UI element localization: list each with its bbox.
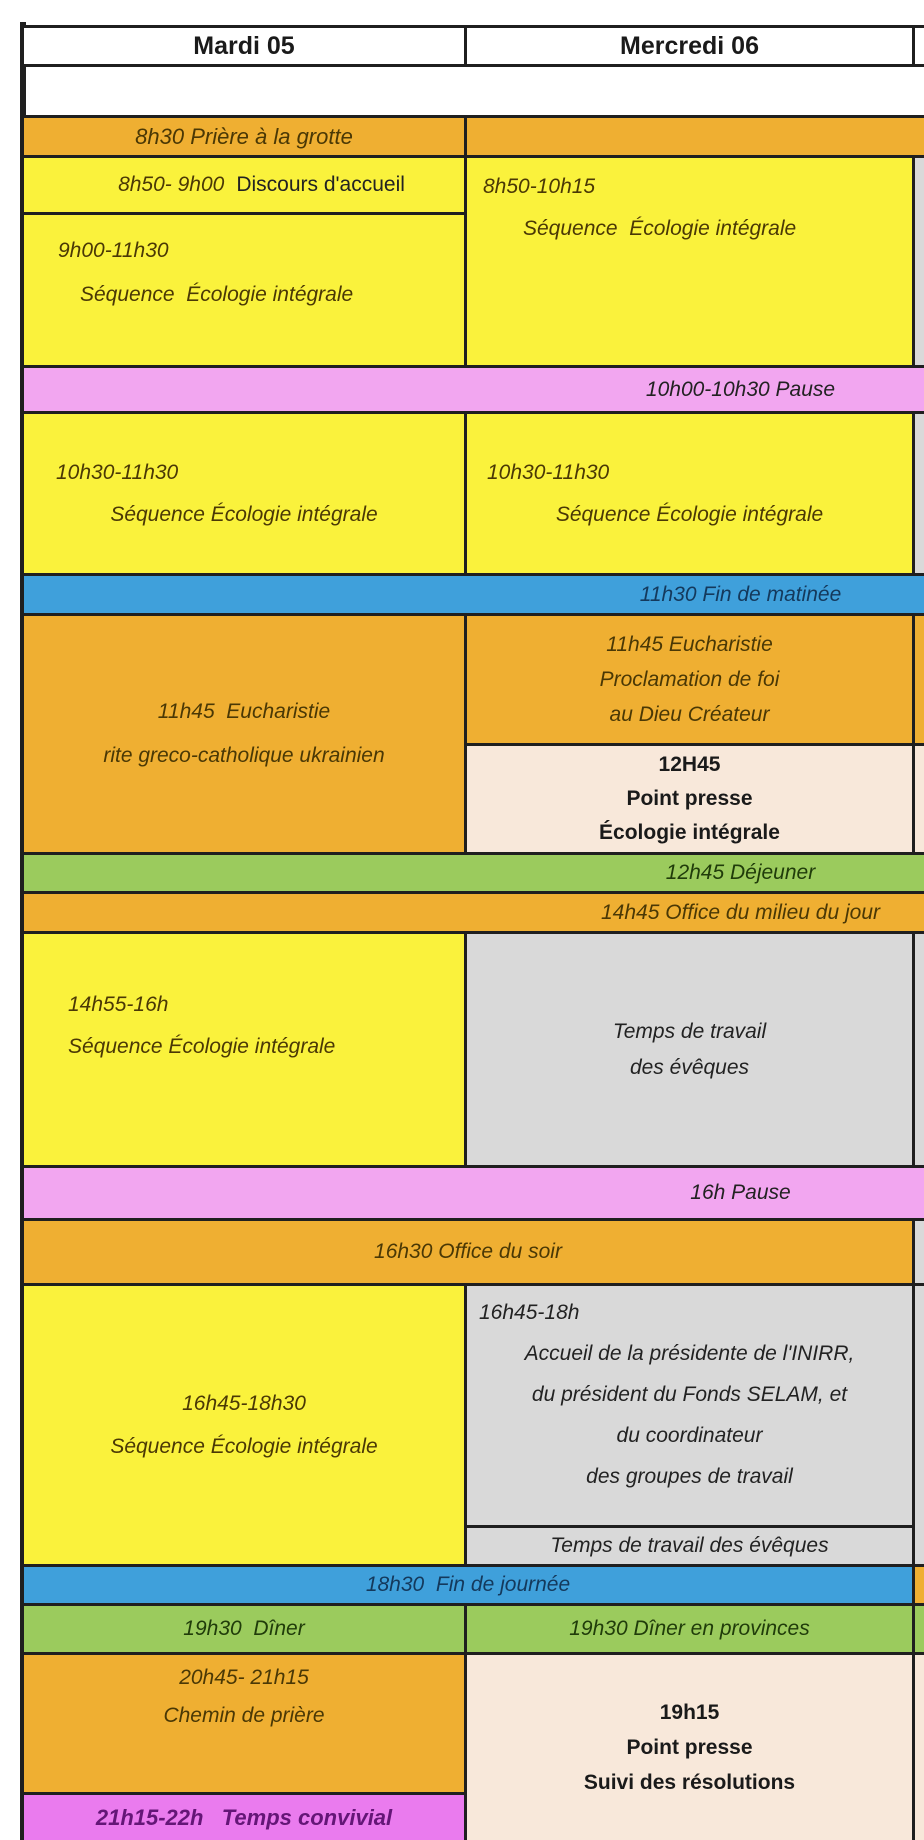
- event-line1: Temps de travail: [612, 1019, 767, 1043]
- event-title: Séquence Écologie intégrale: [110, 502, 378, 526]
- event-line3: Écologie intégrale: [599, 821, 780, 844]
- event-time: 16h45-18h30: [182, 1392, 306, 1415]
- event-time: 14h55-16h: [68, 993, 169, 1016]
- event-title: Discours d'accueil: [236, 173, 405, 196]
- header-cell-mardi: [21, 25, 467, 67]
- event-line2: des évêques: [629, 1055, 750, 1079]
- day3-cell-diner-clipped: [912, 1603, 924, 1655]
- event-time: 8h50-10h15: [483, 175, 596, 198]
- band-priere-label: 8h30 Prière à la grotte: [135, 123, 353, 149]
- band-priere-grotte: [21, 115, 467, 158]
- event-label: 19h30 Dîner en provinces: [569, 1617, 810, 1640]
- day-label-mardi: Mardi 05: [193, 32, 295, 60]
- event-mercredi-eucharistie: [464, 613, 915, 746]
- event-line1: 12H45: [658, 753, 721, 776]
- day3-cell-1830-clipped: [912, 1564, 924, 1606]
- event-mardi-diner: [21, 1603, 467, 1655]
- event-title: Séquence Écologie intégrale: [555, 502, 824, 526]
- band-office-soir: [21, 1218, 915, 1286]
- event-mercredi-sequence-1030: [464, 411, 915, 576]
- day3-cell-presse-clipped: [912, 743, 924, 855]
- band-pause-matin-label: 10h00-10h30 Pause: [645, 377, 836, 401]
- event-title: Séquence Écologie intégrale: [80, 283, 354, 306]
- event-line2: Point presse: [626, 1736, 753, 1759]
- event-mercredi-point-presse-1245: [464, 743, 915, 855]
- event-mardi-chemin-priere: [21, 1652, 467, 1795]
- event-line3: Suivi des résolutions: [583, 1771, 796, 1794]
- event-mardi-eucharistie: [21, 613, 467, 855]
- band-office-midi: [21, 891, 924, 934]
- event-time: 20h45- 21h15: [179, 1666, 309, 1689]
- day3-cell-1030-clipped: [912, 411, 924, 576]
- band-pause-16h: [21, 1165, 924, 1221]
- event-line1: Accueil de la présidente de l'INIRR,: [524, 1342, 855, 1365]
- event-label: Temps de travail des évêques: [550, 1534, 829, 1557]
- day3-cell-soir-clipped: [912, 1283, 924, 1567]
- event-line2: rite greco-catholique ukrainien: [103, 744, 385, 767]
- band-dejeuner-label: 12h45 Déjeuner: [665, 861, 816, 884]
- band-pause-16h-label: 16h Pause: [690, 1181, 791, 1204]
- event-mercredi-temps-travail: [464, 931, 915, 1168]
- band-office-midi-label: 14h45 Office du milieu du jour: [601, 901, 880, 924]
- event-mercredi-accueil-invites: [464, 1283, 915, 1528]
- band-office-soir-label: 16h30 Office du soir: [374, 1240, 562, 1263]
- event-line3: au Dieu Créateur: [609, 703, 770, 726]
- event-title: Séquence Écologie intégrale: [68, 1035, 336, 1058]
- event-time: 16h45-18h: [479, 1301, 580, 1324]
- event-title: Séquence Écologie intégrale: [110, 1435, 378, 1458]
- event-mardi-discours-accueil: [21, 155, 467, 215]
- event-label: 21h15-22h Temps convivial: [95, 1804, 393, 1830]
- event-mercredi-sequence-matin: [464, 155, 915, 368]
- event-mardi-sequence-1645: [21, 1283, 467, 1567]
- event-mardi-temps-convivial: [21, 1792, 467, 1840]
- event-mardi-sequence-1455: [21, 931, 467, 1168]
- event-line4: des groupes de travail: [586, 1465, 793, 1488]
- band-fin-journee: [21, 1564, 915, 1606]
- event-text: [24, 155, 464, 215]
- day3-cell-evening-clipped: [912, 1652, 924, 1840]
- event-mercredi-diner: [464, 1603, 915, 1655]
- event-line1: 11h45 Eucharistie: [157, 700, 331, 723]
- day3-cell-morning-clipped: [912, 155, 924, 368]
- event-mardi-sequence-1030: [21, 411, 467, 576]
- event-title: Séquence Écologie intégrale: [523, 217, 797, 240]
- event-line2: Proclamation de foi: [599, 668, 780, 691]
- band-fin-journee-label: 18h30 Fin de journée: [365, 1573, 571, 1596]
- day3-cell-eucharistie-clipped: [912, 613, 924, 746]
- event-line2: du président du Fonds SELAM, et: [531, 1383, 848, 1406]
- day3-cell-office-soir-clipped: [912, 1218, 924, 1286]
- band-fin-matinee-label: 11h30 Fin de matinée: [639, 582, 842, 606]
- header-cell-day3-clipped: [912, 25, 924, 67]
- day3-cell-apresmidi-clipped: [912, 931, 924, 1168]
- event-line1: 19h15: [659, 1701, 720, 1724]
- event-line2: Point presse: [626, 787, 753, 810]
- event-time: 10h30-11h30: [487, 460, 610, 484]
- event-time: 8h50- 9h00: [118, 173, 225, 196]
- header-cell-mercredi: [464, 25, 915, 67]
- event-mercredi-temps-travail-strip: [464, 1525, 915, 1567]
- event-label: 19h30 Dîner: [183, 1617, 305, 1640]
- band-fin-matinee: [21, 573, 924, 616]
- band-dejeuner: [21, 852, 924, 894]
- event-mardi-sequence-matin: [21, 212, 467, 368]
- event-line3: du coordinateur: [616, 1424, 763, 1447]
- day-label-mercredi: Mercredi 06: [620, 32, 759, 60]
- event-title: Chemin de prière: [163, 1704, 325, 1727]
- band-pause-matin: [21, 365, 924, 414]
- event-mercredi-point-presse-1915: [464, 1652, 915, 1840]
- event-time: 9h00-11h30: [58, 239, 169, 262]
- event-time: 10h30-11h30: [56, 460, 179, 484]
- event-line1: 11h45 Eucharistie: [606, 633, 773, 656]
- band-priere-extension: [464, 115, 924, 158]
